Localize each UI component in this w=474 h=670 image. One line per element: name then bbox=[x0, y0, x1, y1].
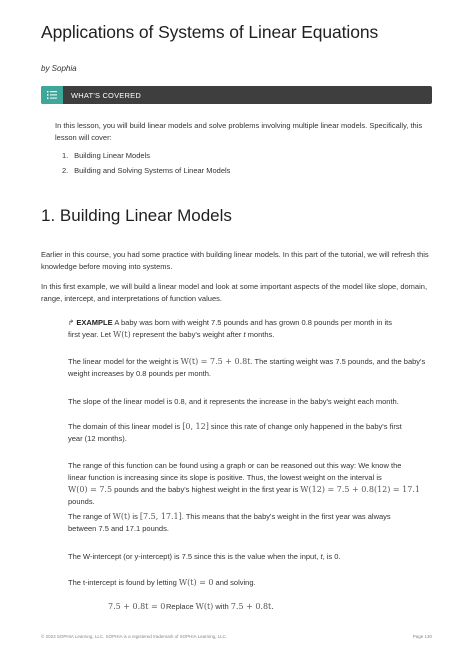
slope-paragraph: The slope of the linear model is 0.8, and it represents the increase in the baby's weight each month. bbox=[68, 397, 399, 406]
page-number: Page 130 bbox=[412, 634, 432, 639]
page-footer bbox=[41, 634, 432, 639]
model-paragraph: The linear model for the weight is W(t) = 7.5 + 0.8t. The starting weight was 7.5 pounds, and the baby's weight increases by 0.8 pounds per month. bbox=[68, 357, 426, 378]
equation-left: 7.5 + 0.8t = 0 bbox=[108, 602, 166, 611]
paragraph: Earlier in this course, you had some practice with building linear models. In this part of the tutorial, we will refresh this knowledge before moving into systems. bbox=[41, 250, 429, 271]
domain-paragraph: The domain of this linear model is [0, 12] since this rate of change only happened in the baby's first year (12 months). bbox=[68, 422, 402, 443]
example-intro: ↱ EXAMPLE A baby was born with weight 7.5 pounds and has grown 0.8 pounds per month in its first year. Let W(t) represent the baby's weight after t months. bbox=[68, 318, 393, 339]
paragraph: In this first example, we will build a linear model and look at some important aspects of the model like slope, domain, range, intercept, and interpretations of function values. bbox=[41, 282, 428, 303]
covered-list bbox=[62, 148, 230, 178]
arrow-icon: ↱ bbox=[68, 318, 75, 327]
range-result-paragraph: The range of W(t) is [7.5, 17.1]. This means that the baby's weight in the first year was always between 7.5 and 17.1 pounds. bbox=[68, 512, 391, 533]
range-paragraph: The range of this function can be found using a graph or can be reasoned out this way: We know the linear function is increasing since its slope is positive. Thus, the lowest weight on the interval is W(0) = 7.5 pounds and the baby's highest weight in the first year is W(12) = 7.5 + 0.8(12) = 17.1 pounds. bbox=[68, 461, 420, 506]
list-icon bbox=[41, 86, 63, 104]
byline: by Sophia bbox=[41, 64, 77, 73]
whats-covered-banner bbox=[41, 86, 432, 104]
whats-covered-label: WHAT'S COVERED bbox=[71, 90, 141, 100]
equation-note: Replace W(t) with 7.5 + 0.8t. bbox=[166, 602, 274, 611]
list-item: 2. Building and Solving Systems of Linear Models bbox=[62, 166, 231, 175]
w-intercept-paragraph: The W-intercept (or y-intercept) is 7.5 since this is the value when the input, t, is 0. bbox=[68, 552, 341, 561]
list-item: 1. Building Linear Models bbox=[62, 151, 150, 160]
covered-intro: In this lesson, you will build linear models and solve problems involving multiple linear models. Specifically, this lesson will cover: bbox=[55, 121, 423, 142]
page-title: Applications of Systems of Linear Equations bbox=[41, 22, 379, 42]
t-intercept-paragraph: The t-intercept is found by letting W(t) = 0 and solving. bbox=[68, 578, 256, 587]
copyright-text: © 2023 SOPHIA Learning, LLC. SOPHIA is a registered trademark of SOPHIA Learning, LLC. bbox=[41, 634, 228, 639]
example-tag: EXAMPLE bbox=[76, 318, 113, 327]
section-heading: 1. Building Linear Models bbox=[41, 206, 232, 225]
